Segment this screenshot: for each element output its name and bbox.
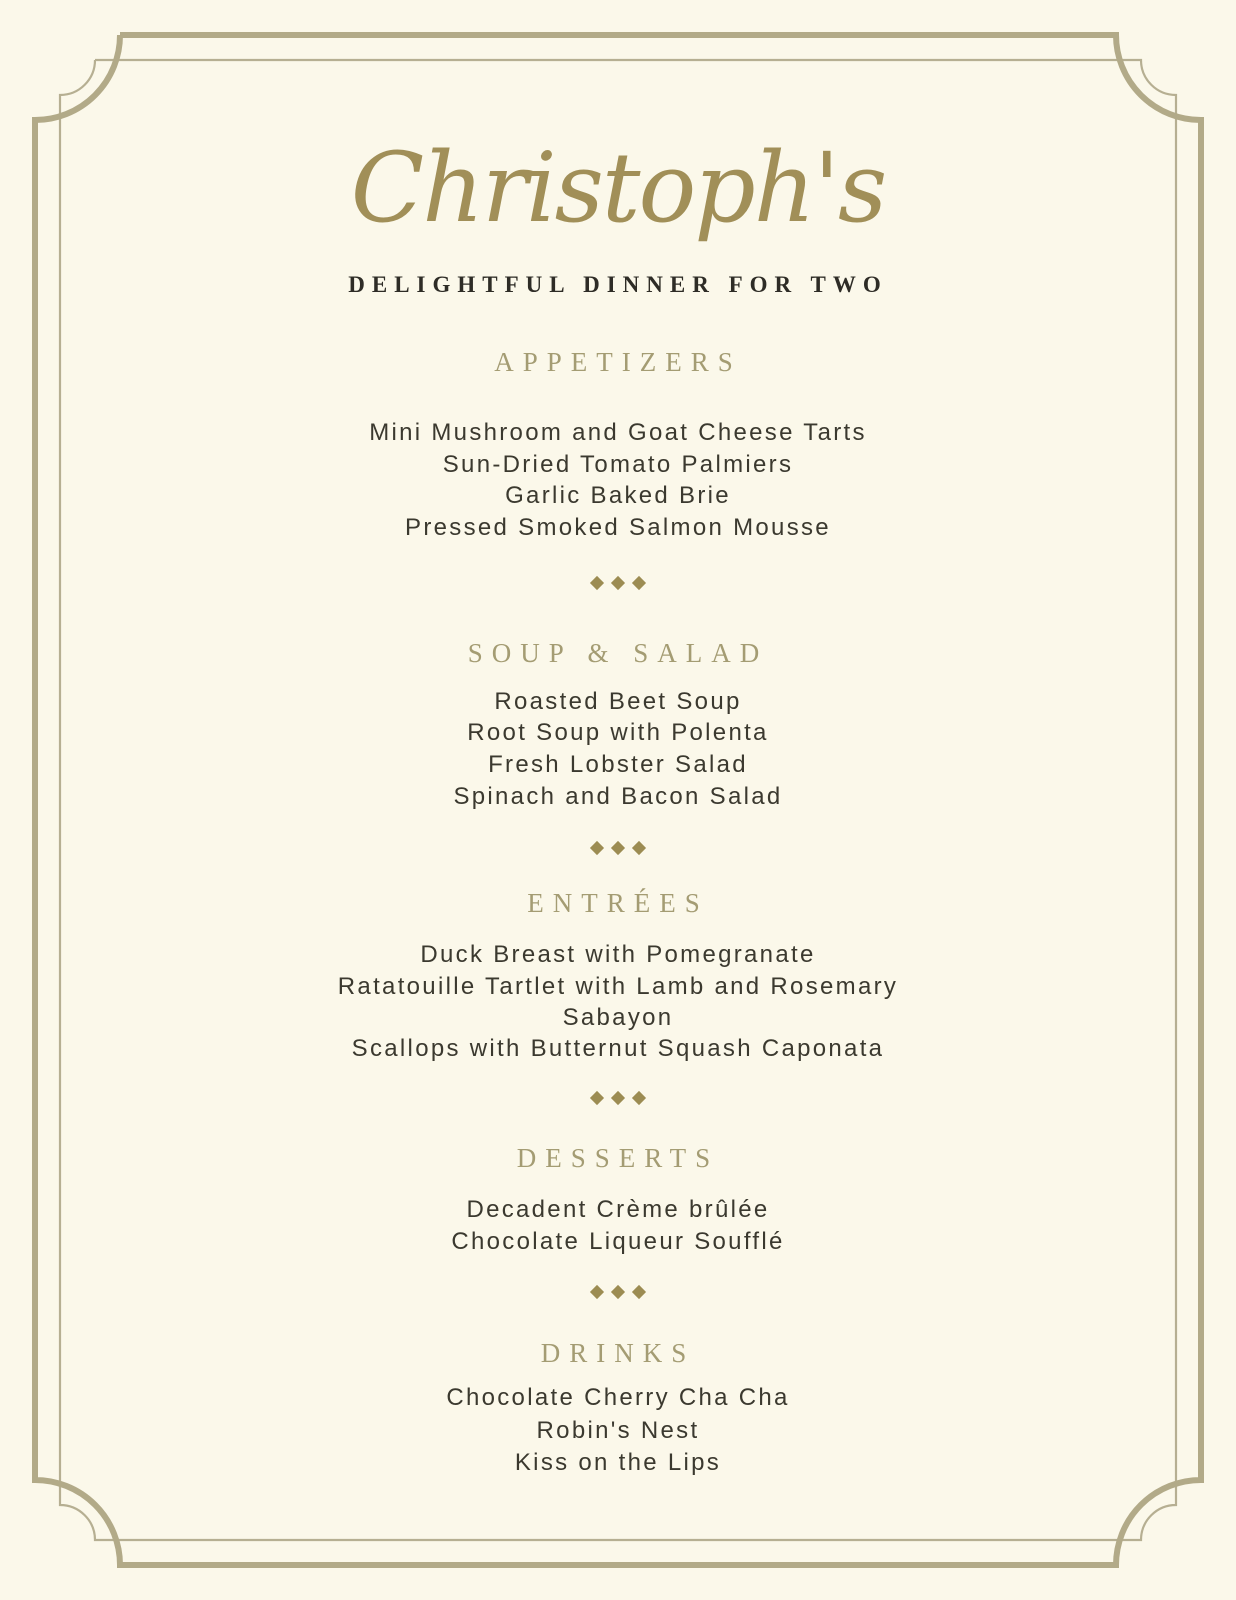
menu-item: Sun-Dried Tomato Palmiers — [442, 451, 794, 478]
diamond-icon — [590, 576, 604, 590]
restaurant-name: Christoph's — [350, 132, 886, 244]
diamond-icon — [632, 1285, 646, 1299]
menu-item: Ratatouille Tartlet with Lamb and Rosemary — [337, 973, 899, 1000]
menu-item: Chocolate Cherry Cha Cha — [446, 1384, 790, 1411]
menu-tagline: DELIGHTFUL DINNER FOR TWO — [348, 272, 888, 297]
section-title-soup-salad: SOUP & SALAD — [467, 638, 769, 668]
diamond-separator — [0, 836, 1236, 860]
menu-item: Mini Mushroom and Goat Cheese Tarts — [369, 419, 867, 446]
diamond-icon — [632, 576, 646, 590]
menu-item: Pressed Smoked Salmon Mousse — [405, 514, 831, 541]
diamond-icon — [590, 1285, 604, 1299]
section-title-desserts: DESSERTS — [516, 1143, 720, 1173]
diamond-icon — [611, 1091, 625, 1105]
diamond-icon — [632, 841, 646, 855]
menu-item: Spinach and Bacon Salad — [453, 783, 783, 810]
menu-item: Duck Breast with Pomegranate — [420, 941, 816, 968]
section-title-drinks: DRINKS — [540, 1338, 696, 1368]
section-title-appetizers: APPETIZERS — [494, 347, 742, 377]
menu-item: Roasted Beet Soup — [494, 688, 742, 715]
menu-item: Robin's Nest — [536, 1417, 700, 1444]
diamond-separator — [0, 571, 1236, 595]
menu-item: Kiss on the Lips — [514, 1449, 722, 1476]
diamond-separator — [0, 1280, 1236, 1304]
diamond-icon — [611, 1285, 625, 1299]
menu-item: Root Soup with Polenta — [467, 719, 769, 746]
menu-item: Chocolate Liqueur Soufflé — [451, 1228, 785, 1255]
section-title-entrees: ENTRÉES — [527, 888, 709, 918]
menu-item: Scallops with Butternut Squash Caponata — [351, 1035, 885, 1062]
menu-item: Garlic Baked Brie — [505, 482, 731, 509]
diamond-icon — [632, 1091, 646, 1105]
menu-item: Fresh Lobster Salad — [488, 751, 748, 778]
diamond-separator — [0, 1086, 1236, 1110]
diamond-icon — [611, 841, 625, 855]
diamond-icon — [611, 576, 625, 590]
menu-item: Decadent Crème brûlée — [466, 1196, 770, 1223]
menu-item: Sabayon — [562, 1004, 674, 1031]
diamond-icon — [590, 841, 604, 855]
diamond-icon — [590, 1091, 604, 1105]
